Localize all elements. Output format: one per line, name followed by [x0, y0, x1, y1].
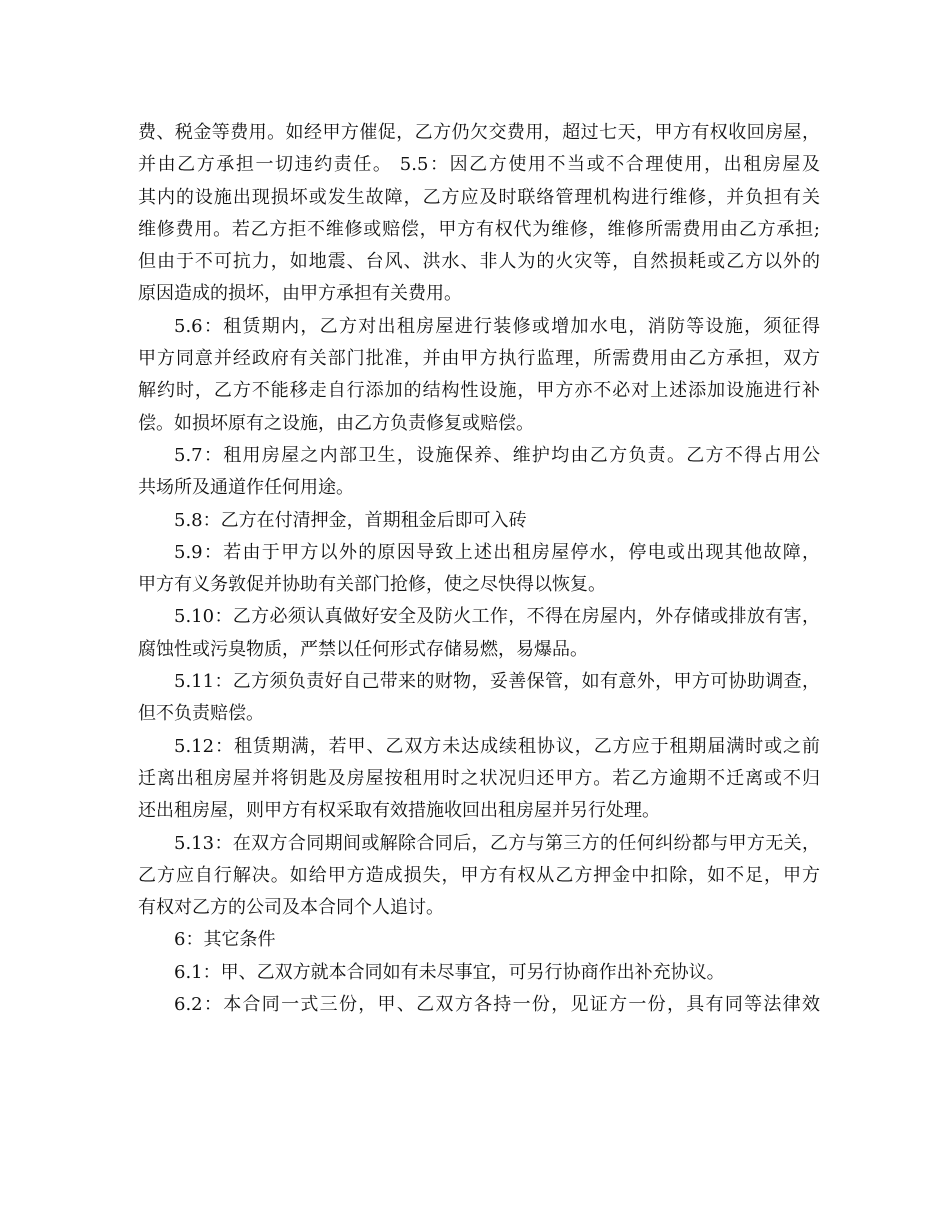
text-line: 5.6：租赁期内，乙方对出租房屋进行装修或增加水电，消防等设施，须征得 — [174, 315, 820, 337]
text-line: 但由于不可抗力，如地震、台风、洪水、非人为的火灾等，自然损耗或乙方以外的 — [138, 251, 820, 273]
text-line: 费、税金等费用。如经甲方催促，乙方仍欠交费用，超过七天，甲方有权收回房屋， — [138, 122, 820, 143]
text-line: 腐蚀性或污臭物质，严禁以任何形式存储易燃，易爆品。 — [138, 638, 588, 660]
text-line: 并由乙方承担一切违约责任。 5.5：因乙方使用不当或不合理使用，出租房屋及 — [138, 154, 820, 176]
text-line: 5.10：乙方必须认真做好安全及防火工作，不得在房屋内，外存储或排放有害， — [174, 606, 820, 628]
text-line: 5.12：租赁期满，若甲、乙双方未达成续租协议，乙方应于租期届满时或之前 — [174, 735, 820, 757]
text-line: 共场所及通道作任何用途。 — [138, 477, 354, 499]
text-line: 解约时，乙方不能移走自行添加的结构性设施，甲方亦不必对上述添加设施进行补 — [138, 380, 820, 402]
text-line: 迁离出租房屋并将钥匙及房屋按租用时之状况归还甲方。若乙方逾期不迁离或不归 — [138, 767, 820, 789]
text-line: 6.1：甲、乙双方就本合同如有未尽事宜，可另行协商作出补充协议。 — [174, 961, 725, 983]
text-line: 乙方应自行解决。如给甲方造成损失，甲方有权从乙方押金中扣除，如不足，甲方 — [138, 864, 820, 886]
text-line: 5.13：在双方合同期间或解除合同后，乙方与第三方的任何纠纷都与甲方无关， — [174, 832, 820, 854]
text-line: 5.8：乙方在付清押金，首期租金后即可入砖 — [174, 509, 527, 531]
text-line: 其内的设施出现损坏或发生故障，乙方应及时联络管理机构进行维修，并负担有关 — [138, 186, 820, 208]
text-line: 6.2：本合同一式三份，甲、乙双方各持一份，见证方一份，具有同等法律效 — [174, 994, 820, 1016]
text-line: 甲方同意并经政府有关部门批准，并由甲方执行监理，所需费用由乙方承担，双方 — [138, 348, 820, 370]
text-line: 5.7：租用房屋之内部卫生，设施保养、维护均由乙方负责。乙方不得占用公 — [174, 444, 820, 466]
text-line: 偿。如损坏原有之设施，由乙方负责修复或赔偿。 — [138, 412, 534, 434]
text-line: 5.11：乙方须负责好自己带来的财物，妥善保管，如有意外，甲方可协助调查， — [174, 671, 820, 693]
text-line: 但不负责赔偿。 — [138, 703, 264, 725]
text-line: 还出租房屋，则甲方有权采取有效措施收回出租房屋并另行处理。 — [138, 800, 660, 822]
text-line: 维修费用。若乙方拒不维修或赔偿，甲方有权代为维修，维修所需费用由乙方承担; — [138, 218, 820, 240]
text-line: 6：其它条件 — [174, 929, 276, 951]
text-line: 甲方有义务敦促并协助有关部门抢修，使之尽快得以恢复。 — [138, 574, 606, 596]
document-body — [138, 117, 820, 1021]
text-line: 原因造成的损坏，由甲方承担有关费用。 — [138, 283, 462, 305]
text-line: 有权对乙方的公司及本合同个人追讨。 — [138, 897, 444, 919]
text-line: 5.9：若由于甲方以外的原因导致上述出租房屋停水，停电或出现其他故障， — [174, 541, 820, 563]
